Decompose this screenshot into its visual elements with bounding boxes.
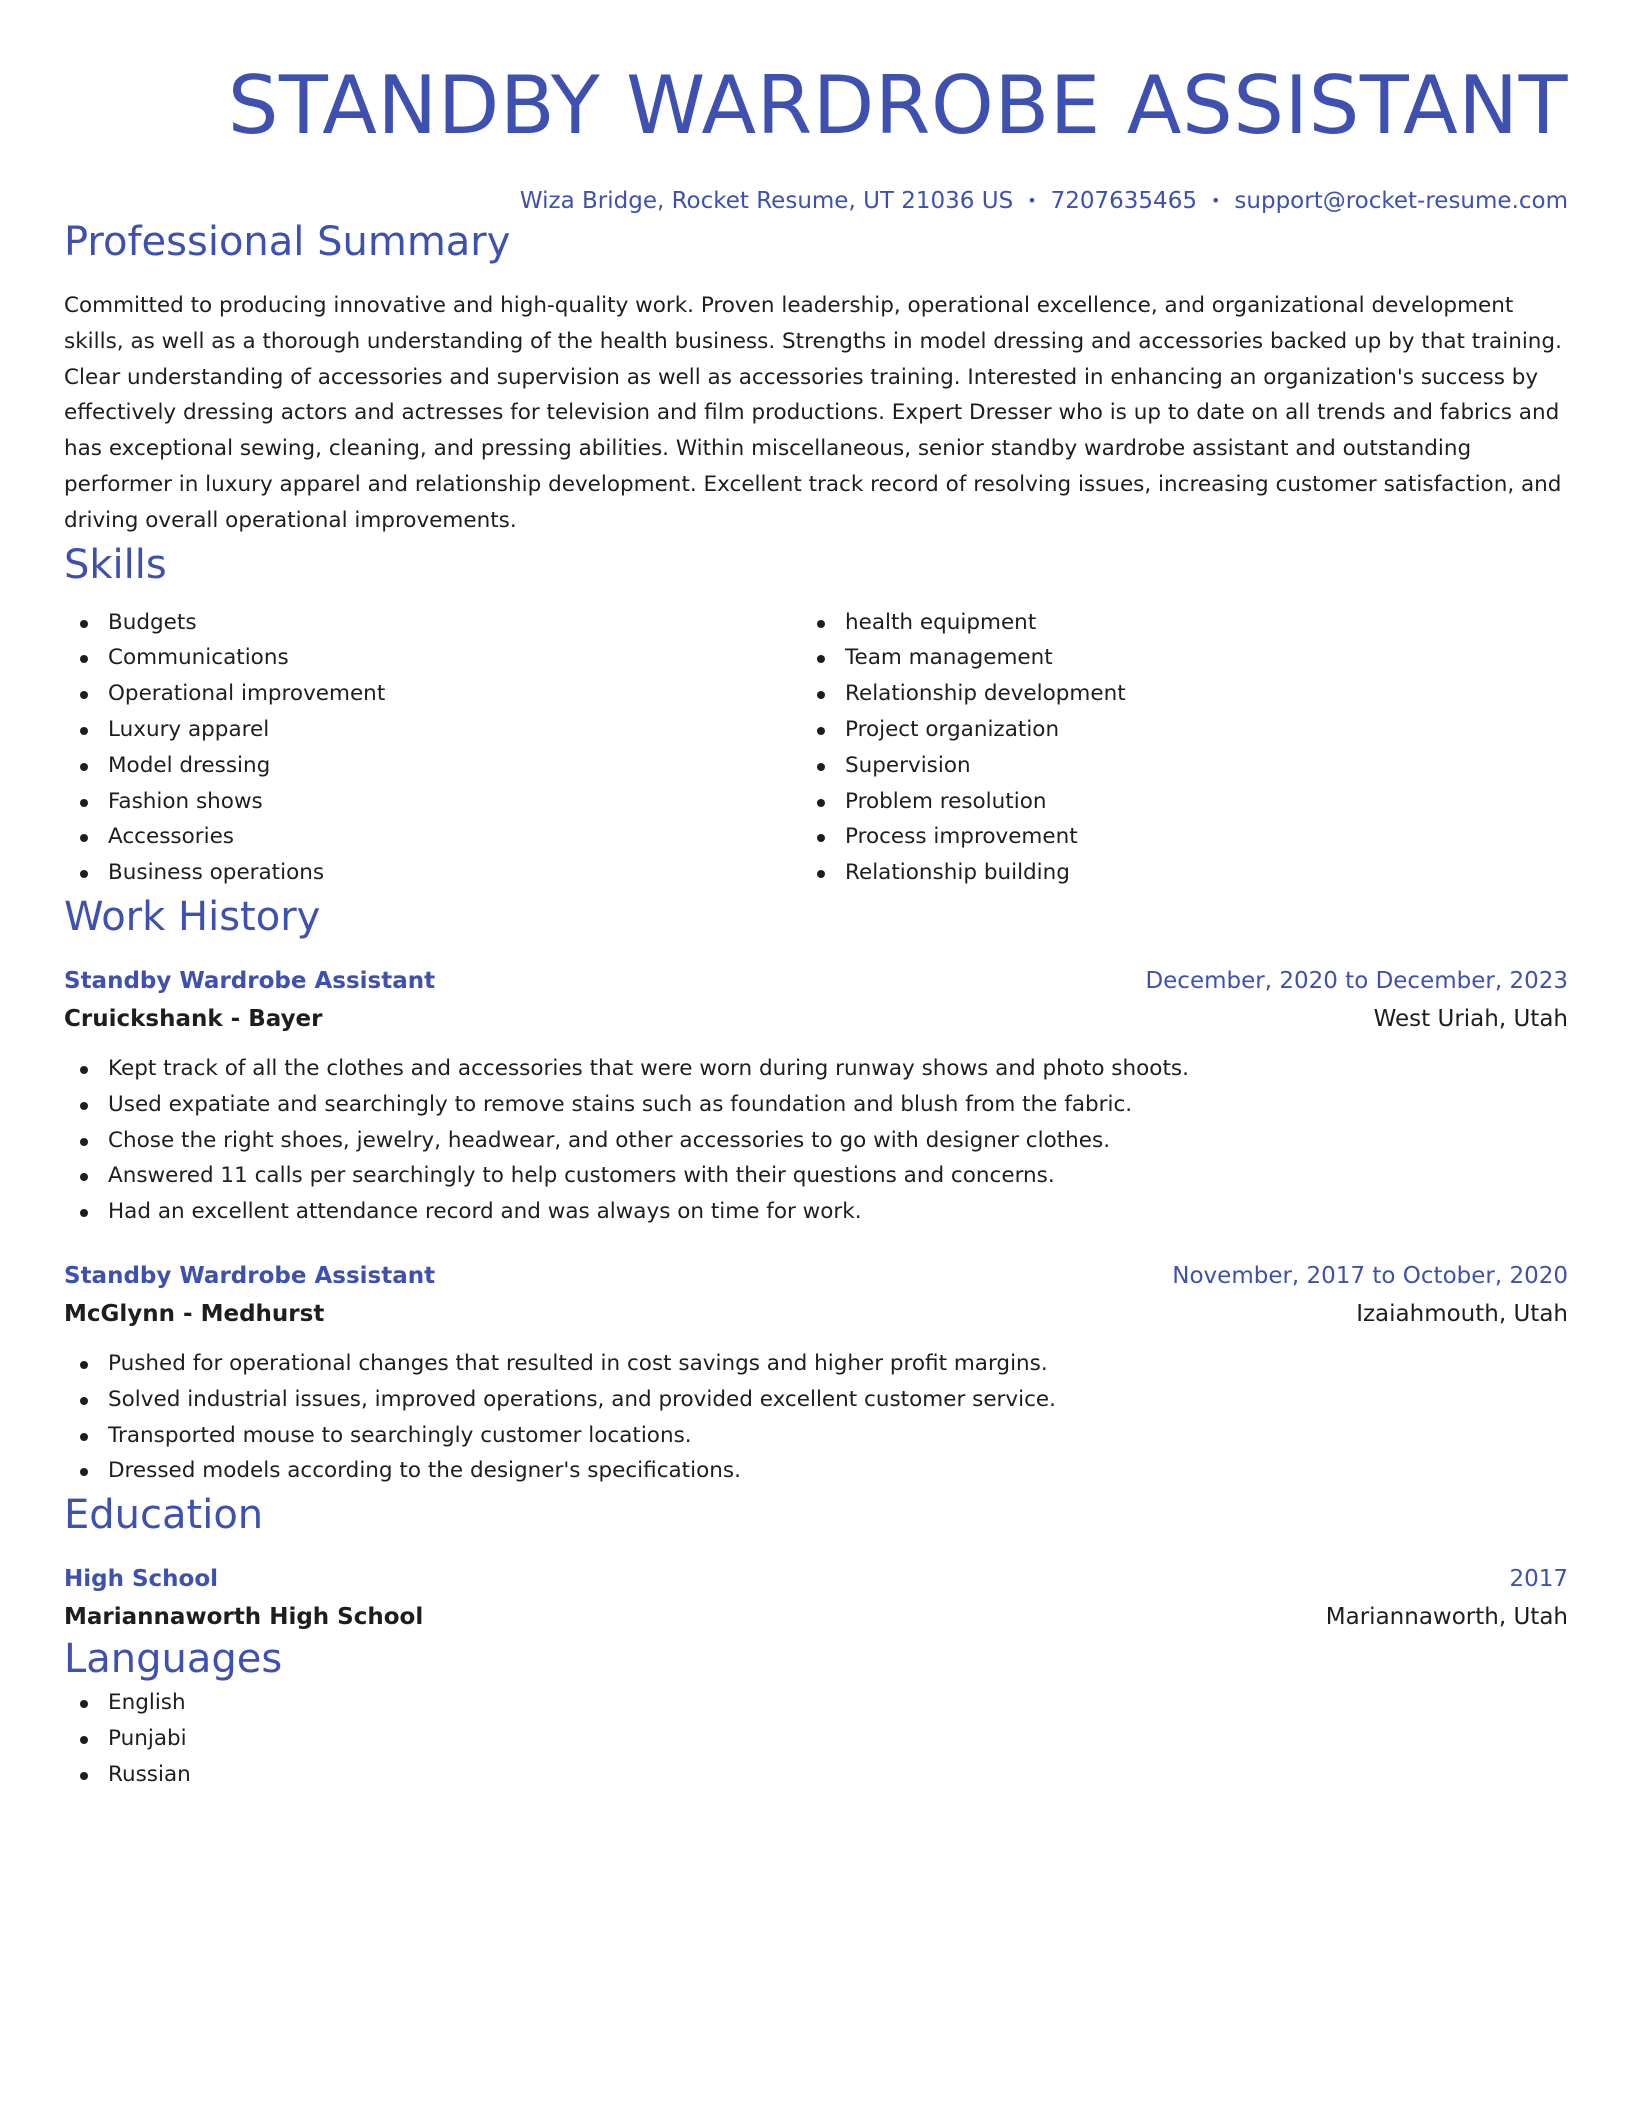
skills-heading: Skills: [64, 541, 167, 588]
job-duty: Kept track of all the clothes and accessories that were worn during runway shows and photo shoots.: [64, 1051, 1568, 1087]
work-history-heading: Work History: [64, 893, 321, 940]
skill-item: Luxury apparel: [64, 712, 801, 748]
education-school: Mariannaworth High School: [64, 1604, 424, 1631]
contact-separator: •: [1210, 191, 1221, 210]
education-degree-row: [64, 1563, 1568, 1595]
job-location: West Uriah, Utah: [1373, 1005, 1568, 1032]
job-duty: Pushed for operational changes that resulted in cost savings and higher profit margins.: [64, 1346, 1568, 1382]
skill-item: Communications: [64, 640, 801, 676]
language-item: Punjabi: [64, 1721, 1568, 1757]
contact-address: Wiza Bridge, Rocket Resume, UT 21036 US: [519, 188, 1014, 214]
skill-item: Team management: [801, 640, 1538, 676]
languages-list: [64, 1685, 1568, 1792]
skill-item: Accessories: [64, 819, 801, 855]
job-company-row: [64, 1003, 1568, 1035]
job-duty: Used expatiate and searchingly to remove stains such as foundation and blush from the fabric.: [64, 1087, 1568, 1123]
skill-item: Supervision: [801, 748, 1538, 784]
job-company: Cruickshank - Bayer: [64, 1005, 323, 1032]
job-company-row: [64, 1298, 1568, 1330]
job-dates: November, 2017 to October, 2020: [1172, 1262, 1568, 1289]
contact-phone: 7207635465: [1050, 188, 1197, 214]
job-duty: Answered 11 calls per searchingly to help customers with their questions and concerns.: [64, 1158, 1568, 1194]
job-duty: Had an excellent attendance record and was always on time for work.: [64, 1194, 1568, 1230]
job-duties-list: [64, 1346, 1568, 1489]
summary-heading: Professional Summary: [64, 219, 511, 265]
contact-email: support@rocket-resume.com: [1234, 188, 1568, 214]
languages-heading: Languages: [64, 1636, 283, 1683]
resume-name: STANDBY WARDROBE ASSISTANT: [227, 59, 1568, 152]
job-duty: Transported mouse to searchingly customer locations.: [64, 1418, 1568, 1454]
job-duty: Solved industrial issues, improved operations, and provided excellent customer service.: [64, 1382, 1568, 1418]
education-school-row: [64, 1601, 1568, 1633]
education-location: Mariannaworth, Utah: [1325, 1604, 1568, 1631]
skill-item: Problem resolution: [801, 784, 1538, 820]
skill-item: Operational improvement: [64, 676, 801, 712]
job-dates: December, 2020 to December, 2023: [1145, 967, 1568, 994]
education-heading: Education: [64, 1492, 264, 1539]
education-year: 2017: [1509, 1566, 1568, 1593]
job-title-row: [64, 1260, 1568, 1292]
skills-columns: [64, 605, 1568, 891]
skills-list-right: [801, 605, 1538, 891]
job-title: Standby Wardrobe Assistant: [64, 1262, 436, 1289]
education-entry: [64, 1563, 1568, 1633]
job-entry: [64, 1260, 1568, 1489]
job-duty: Chose the right shoes, jewelry, headwear, and other accessories to go with designer clothes.: [64, 1123, 1568, 1159]
skill-item: Relationship building: [801, 855, 1538, 891]
language-item: Russian: [64, 1757, 1568, 1793]
job-company: McGlynn - Medhurst: [64, 1300, 325, 1327]
summary-text: Committed to producing innovative and high-quality work. Proven leadership, operational excellence, and organizational development skills, as well as a thorough understanding of the health business. Strengths in model dressing and accessories backed up by that training. Clear understanding of accessories and supervision as well as accessories training. Interested in enhancing an organization's success by effectively dressing actors and actresses for television and film productions. Expert Dresser who is up to date on all trends and fabrics and has exceptional sewing, cleaning, and pressing abilities. Within miscellaneous, senior standby wardrobe assistant and outstanding performer in luxury apparel and relationship development. Excellent track record of resolving issues, increasing customer satisfaction, and driving overall operational improvements.: [64, 293, 1562, 533]
contact-separator: •: [1027, 191, 1037, 210]
job-duty: Dressed models according to the designer's specifications.: [64, 1453, 1568, 1489]
job-title-row: [64, 965, 1568, 997]
skill-item: Project organization: [801, 712, 1538, 748]
job-entry: [64, 965, 1568, 1230]
job-location: Izaiahmouth, Utah: [1356, 1300, 1568, 1327]
skill-item: Budgets: [64, 605, 801, 641]
contact-line: [64, 186, 1568, 216]
skills-list-left: [64, 605, 801, 891]
skill-item: Business operations: [64, 855, 801, 891]
skill-item: health equipment: [801, 605, 1538, 641]
skill-item: Fashion shows: [64, 784, 801, 820]
language-item: English: [64, 1685, 1568, 1721]
skill-item: Process improvement: [801, 819, 1538, 855]
skill-item: Relationship development: [801, 676, 1538, 712]
job-title: Standby Wardrobe Assistant: [64, 967, 436, 994]
education-degree: High School: [64, 1566, 219, 1593]
skill-item: Model dressing: [64, 748, 801, 784]
job-duties-list: [64, 1051, 1568, 1230]
